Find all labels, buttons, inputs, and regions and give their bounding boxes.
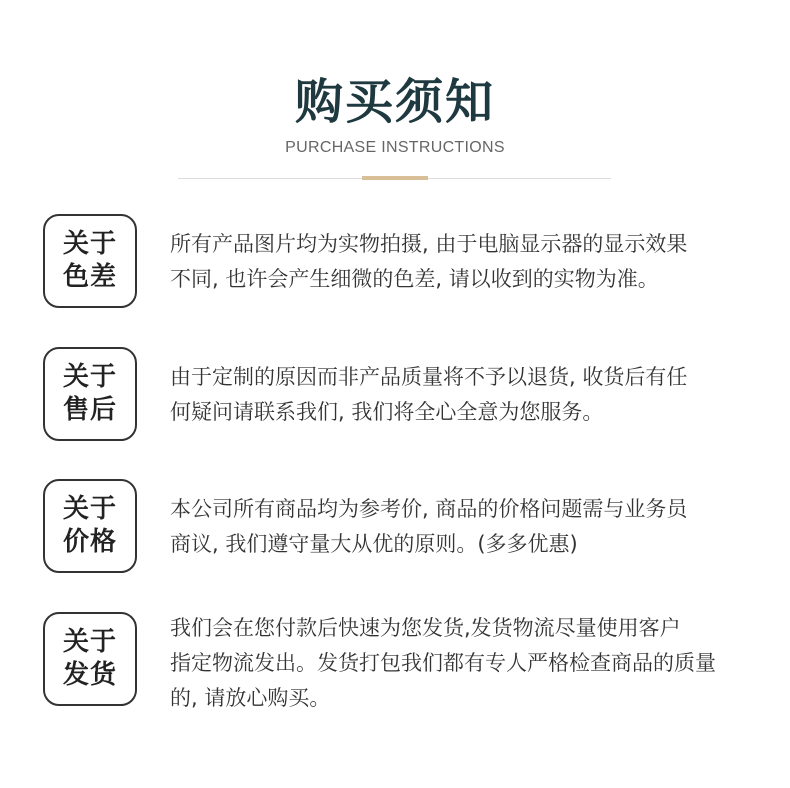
page-title: 购买须知: [294, 74, 495, 130]
notice-badge: [43, 479, 137, 573]
badge-label-bottom: 售后: [62, 395, 117, 425]
badge-label-bottom: 价格: [62, 527, 117, 557]
badge-label-bottom: 发货: [62, 660, 117, 690]
badge-label-top: 关于: [62, 494, 117, 524]
notice-text: 由于定制的原因而非产品质量将不予以退货, 收货后有任 何疑问请联系我们, 我们将全心全意为您服务。: [170, 365, 688, 424]
notice-badge: [43, 347, 137, 441]
header: [0, 0, 790, 190]
notice-text: 所有产品图片均为实物拍摄, 由于电脑显示器的显示效果 不同, 也许会产生细微的色差, 请以收到的实物为准。: [170, 232, 688, 291]
notice-text: 本公司所有商品均为参考价, 商品的价格问题需与业务员 商议, 我们遵守量大从优的原则。(多多优惠): [170, 497, 688, 556]
badge-label-top: 关于: [62, 627, 117, 657]
divider-accent: [362, 176, 428, 180]
notice-badge: [43, 612, 137, 706]
badge-label-bottom: 色差: [62, 262, 117, 292]
badge-label-top: 关于: [62, 362, 117, 392]
notice-text: 我们会在您付款后快速为您发货,发货物流尽量使用客户 指定物流发出。发货打包我们都有专人严格检查商品的质量 的, 请放心购买。: [170, 616, 716, 710]
page-subtitle: PURCHASE INSTRUCTIONS: [285, 139, 505, 156]
badge-label-top: 关于: [62, 229, 117, 259]
notice-badge: [43, 214, 137, 308]
